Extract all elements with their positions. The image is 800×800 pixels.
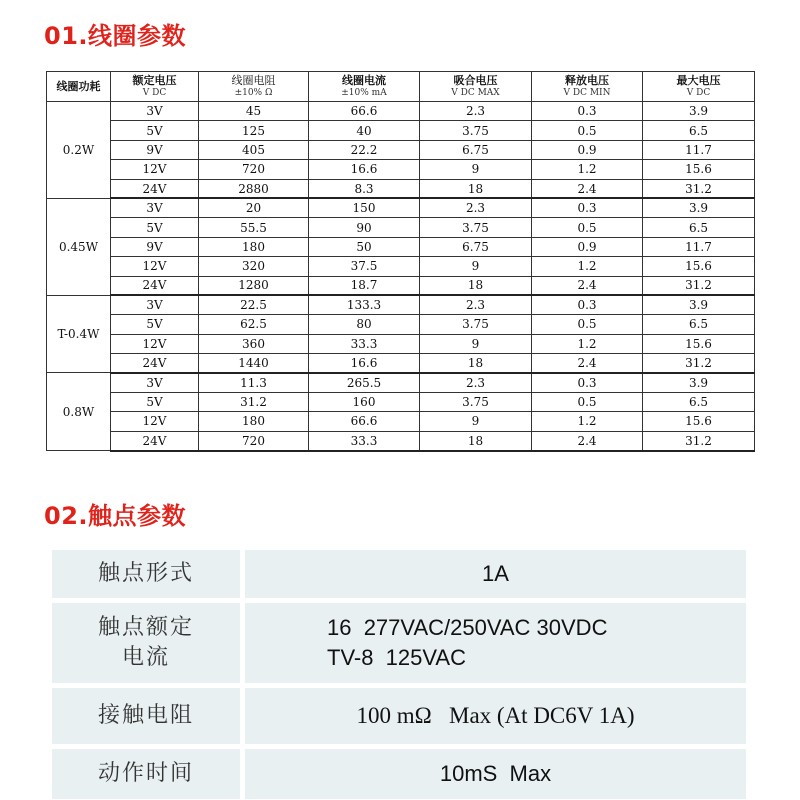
contact-value [245, 749, 746, 799]
max-voltage-cell: 31.2 [643, 179, 755, 198]
release-voltage-cell: 1.2 [532, 160, 643, 179]
pickup-voltage-cell: 3.75 [420, 315, 532, 334]
header-label: 释放电压 [565, 73, 609, 87]
rated-voltage-cell: 24V [111, 179, 199, 198]
release-voltage-cell: 1.2 [532, 412, 643, 431]
header-pickup-voltage [420, 72, 532, 102]
coil-power-cell: T-0.4W [47, 295, 111, 373]
rated-voltage-cell: 9V [111, 237, 199, 256]
current-cell: 80 [309, 315, 420, 334]
resistance-cell: 720 [199, 160, 309, 179]
resistance-cell: 62.5 [199, 315, 309, 334]
release-voltage-cell: 0.5 [532, 392, 643, 411]
coil-power-cell: 0.45W [47, 198, 111, 295]
table-row [47, 179, 755, 198]
current-cell: 16.6 [309, 160, 420, 179]
resistance-cell: 405 [199, 140, 309, 159]
table-row [47, 237, 755, 256]
rated-voltage-cell: 12V [111, 334, 199, 353]
contact-value [245, 688, 746, 744]
header-unit: ±10% Ω [234, 87, 273, 98]
header-label: 吸合电压 [453, 73, 498, 87]
contact-label: 触点额定电流 [52, 603, 240, 683]
table-row [47, 315, 755, 334]
pickup-voltage-cell: 9 [420, 257, 532, 276]
pickup-voltage-cell: 2.3 [420, 295, 532, 314]
rated-voltage-cell: 5V [111, 218, 199, 237]
pickup-voltage-cell: 2.3 [420, 198, 532, 217]
pickup-voltage-cell: 3.75 [420, 121, 532, 140]
current-cell: 40 [309, 121, 420, 140]
max-voltage-cell: 6.5 [643, 218, 755, 237]
pickup-voltage-cell: 3.75 [420, 392, 532, 411]
current-cell: 22.2 [309, 140, 420, 159]
section-title-coil: 01.线圈参数 [44, 22, 187, 50]
resistance-cell: 1440 [199, 354, 309, 373]
header-label: 线圈电流 [342, 73, 386, 87]
header-unit: V DC MAX [451, 87, 500, 98]
max-voltage-cell: 15.6 [643, 160, 755, 179]
release-voltage-cell: 0.9 [532, 140, 643, 159]
contact-row [52, 749, 746, 799]
header-unit: ±10% mA [341, 87, 387, 98]
contact-value [245, 550, 746, 598]
pickup-voltage-cell: 9 [420, 412, 532, 431]
header-rated-voltage [111, 72, 199, 102]
pickup-voltage-cell: 6.75 [420, 237, 532, 256]
release-voltage-cell: 0.3 [532, 198, 643, 217]
pickup-voltage-cell: 9 [420, 160, 532, 179]
header-coil-power [47, 72, 111, 102]
coil-parameter-table [46, 71, 755, 452]
table-row [47, 257, 755, 276]
release-voltage-cell: 0.3 [532, 295, 643, 314]
release-voltage-cell: 1.2 [532, 257, 643, 276]
current-cell: 8.3 [309, 179, 420, 198]
table-row [47, 121, 755, 140]
resistance-cell: 20 [199, 198, 309, 217]
current-cell: 90 [309, 218, 420, 237]
table-row [47, 276, 755, 295]
pickup-voltage-cell: 2.3 [420, 373, 532, 392]
rated-voltage-cell: 3V [111, 102, 199, 121]
rated-voltage-cell: 12V [111, 412, 199, 431]
coil-power-cell: 0.2W [47, 102, 111, 199]
coil-table-header-row [47, 72, 755, 102]
rated-voltage-cell: 24V [111, 354, 199, 373]
contact-label: 触点形式 [52, 550, 240, 598]
contact-parameter-table [52, 550, 746, 800]
max-voltage-cell: 31.2 [643, 431, 755, 450]
current-cell: 33.3 [309, 334, 420, 353]
rated-voltage-cell: 12V [111, 257, 199, 276]
max-voltage-cell: 31.2 [643, 276, 755, 295]
resistance-cell: 22.5 [199, 295, 309, 314]
release-voltage-cell: 2.4 [532, 431, 643, 450]
current-cell: 16.6 [309, 354, 420, 373]
rated-voltage-cell: 24V [111, 276, 199, 295]
current-cell: 265.5 [309, 373, 420, 392]
table-row [47, 160, 755, 179]
contact-row [52, 688, 746, 744]
table-row [47, 431, 755, 450]
header-coil-resistance [199, 72, 309, 102]
release-voltage-cell: 0.5 [532, 121, 643, 140]
release-voltage-cell: 0.9 [532, 237, 643, 256]
max-voltage-cell: 11.7 [643, 140, 755, 159]
max-voltage-cell: 3.9 [643, 198, 755, 217]
header-label: 最大电压 [676, 73, 721, 87]
header-label: 额定电压 [132, 73, 177, 87]
pickup-voltage-cell: 2.3 [420, 102, 532, 121]
coil-group [47, 373, 755, 451]
release-voltage-cell: 0.5 [532, 315, 643, 334]
header-unit: V DC MIN [563, 87, 611, 98]
resistance-cell: 55.5 [199, 218, 309, 237]
coil-group [47, 295, 755, 373]
contact-value [245, 603, 746, 683]
current-cell: 50 [309, 237, 420, 256]
current-cell: 160 [309, 392, 420, 411]
contact-row [52, 550, 746, 598]
max-voltage-cell: 6.5 [643, 121, 755, 140]
current-cell: 33.3 [309, 431, 420, 450]
current-cell: 37.5 [309, 257, 420, 276]
table-row [47, 295, 755, 314]
pickup-voltage-cell: 3.75 [420, 218, 532, 237]
table-row [47, 334, 755, 353]
header-max-voltage [643, 72, 755, 102]
max-voltage-cell: 6.5 [643, 392, 755, 411]
header-release-voltage [532, 72, 643, 102]
rated-voltage-cell: 3V [111, 373, 199, 392]
coil-group [47, 102, 755, 199]
header-label: 线圈电阻 [231, 73, 276, 87]
current-cell: 18.7 [309, 276, 420, 295]
rated-voltage-cell: 9V [111, 140, 199, 159]
table-row [47, 102, 755, 121]
table-row [47, 198, 755, 217]
release-voltage-cell: 2.4 [532, 354, 643, 373]
contact-row [52, 603, 746, 683]
pickup-voltage-cell: 18 [420, 431, 532, 450]
table-row [47, 392, 755, 411]
table-row [47, 218, 755, 237]
table-row [47, 354, 755, 373]
release-voltage-cell: 1.2 [532, 334, 643, 353]
contact-value-line: 100 mΩ Max (At DC6V 1A) [356, 703, 635, 728]
table-row [47, 412, 755, 431]
pickup-voltage-cell: 18 [420, 179, 532, 198]
resistance-cell: 180 [199, 412, 309, 431]
contact-label: 动作时间 [52, 749, 240, 799]
rated-voltage-cell: 3V [111, 295, 199, 314]
coil-group [47, 198, 755, 295]
resistance-cell: 320 [199, 257, 309, 276]
contact-value-line: 10mS Max [439, 761, 552, 786]
max-voltage-cell: 3.9 [643, 102, 755, 121]
release-voltage-cell: 0.3 [532, 102, 643, 121]
max-voltage-cell: 6.5 [643, 315, 755, 334]
max-voltage-cell: 15.6 [643, 257, 755, 276]
max-voltage-cell: 15.6 [643, 412, 755, 431]
contact-label: 接触电阻 [52, 688, 240, 744]
release-voltage-cell: 2.4 [532, 276, 643, 295]
release-voltage-cell: 0.5 [532, 218, 643, 237]
pickup-voltage-cell: 9 [420, 334, 532, 353]
resistance-cell: 2880 [199, 179, 309, 198]
contact-value-line: TV-8 125VAC [327, 645, 466, 670]
resistance-cell: 125 [199, 121, 309, 140]
resistance-cell: 45 [199, 102, 309, 121]
pickup-voltage-cell: 6.75 [420, 140, 532, 159]
max-voltage-cell: 3.9 [643, 295, 755, 314]
max-voltage-cell: 15.6 [643, 334, 755, 353]
resistance-cell: 720 [199, 431, 309, 450]
current-cell: 66.6 [309, 412, 420, 431]
rated-voltage-cell: 3V [111, 198, 199, 217]
header-label: 线圈功耗 [56, 79, 101, 93]
max-voltage-cell: 3.9 [643, 373, 755, 392]
rated-voltage-cell: 5V [111, 315, 199, 334]
release-voltage-cell: 2.4 [532, 179, 643, 198]
resistance-cell: 11.3 [199, 373, 309, 392]
header-coil-current [309, 72, 420, 102]
section-title-contact: 02.触点参数 [44, 502, 187, 530]
current-cell: 150 [309, 198, 420, 217]
pickup-voltage-cell: 18 [420, 354, 532, 373]
table-row [47, 140, 755, 159]
resistance-cell: 360 [199, 334, 309, 353]
rated-voltage-cell: 12V [111, 160, 199, 179]
max-voltage-cell: 11.7 [643, 237, 755, 256]
resistance-cell: 31.2 [199, 392, 309, 411]
resistance-cell: 180 [199, 237, 309, 256]
resistance-cell: 1280 [199, 276, 309, 295]
pickup-voltage-cell: 18 [420, 276, 532, 295]
header-unit: V DC [686, 87, 711, 98]
current-cell: 66.6 [309, 102, 420, 121]
rated-voltage-cell: 5V [111, 121, 199, 140]
max-voltage-cell: 31.2 [643, 354, 755, 373]
release-voltage-cell: 0.3 [532, 373, 643, 392]
contact-value-line: 1A [482, 561, 509, 586]
header-unit: V DC [142, 87, 167, 98]
contact-value-line: 16 277VAC/250VAC 30VDC [327, 615, 608, 640]
rated-voltage-cell: 24V [111, 431, 199, 450]
table-row [47, 373, 755, 392]
rated-voltage-cell: 5V [111, 392, 199, 411]
coil-power-cell: 0.8W [47, 373, 111, 451]
current-cell: 133.3 [309, 295, 420, 314]
